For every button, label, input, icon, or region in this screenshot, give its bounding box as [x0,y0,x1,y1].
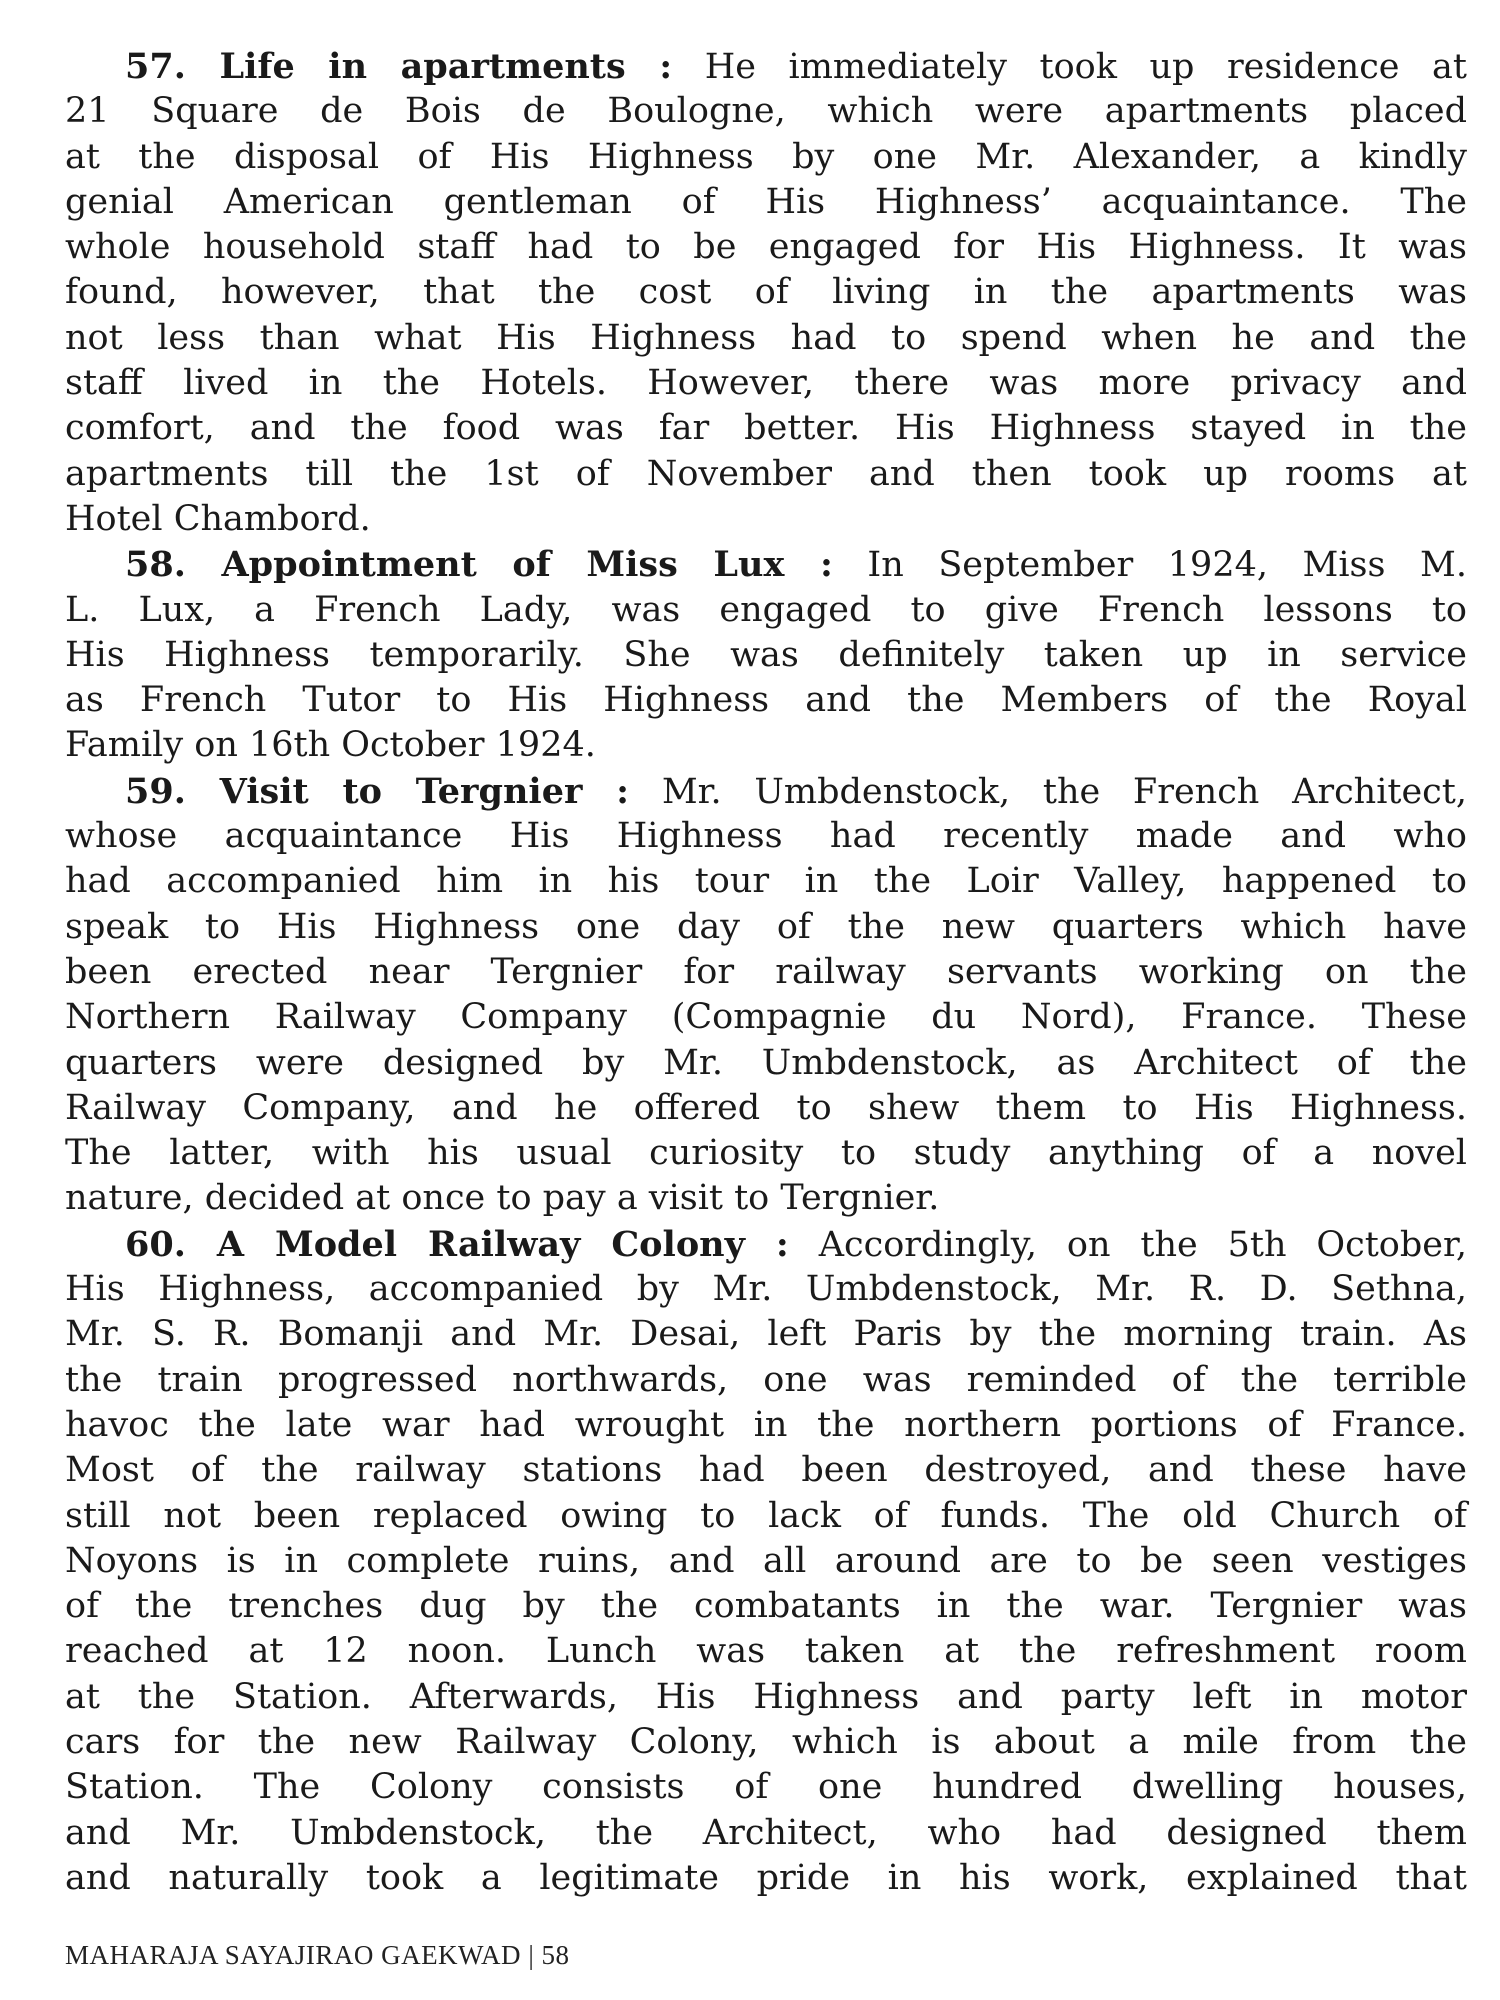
text-line [65,678,1467,723]
text-line [65,723,1467,768]
text-line [65,995,1467,1040]
text-line [65,406,1467,451]
paragraph-first-line [65,769,1467,814]
text-line [65,1856,1467,1901]
text-line [65,497,1467,542]
text-line [65,1811,1467,1856]
line-text: at the disposal of His Highness by one Mr. Alexander, a kindly [65,136,1467,177]
text-line [65,1765,1467,1810]
text-line [65,1675,1467,1720]
paragraph-first-line [65,542,1467,587]
text-line [65,316,1467,361]
paragraph-57 [65,44,1467,542]
text-line [65,1312,1467,1357]
line-text: havoc the late war had wrought in the northern portions of France. [65,1404,1467,1445]
line-text: of the trenches dug by the combatants in the war. Tergnier was [65,1586,1467,1627]
text-line [65,1131,1467,1176]
line-text: His Highness temporarily. She was definitely taken up in service [65,634,1467,675]
line-text: nature, decided at once to pay a visit to Tergnier. [65,1178,940,1219]
text-line [65,1448,1467,1493]
line-text: His Highness, accompanied by Mr. Umbdenstock, Mr. R. D. Sethna, [65,1269,1467,1310]
line-text: The latter, with his usual curiosity to study anything of a novel [65,1133,1467,1174]
text-line [65,361,1467,406]
line-text: Accordingly, on the 5th October, [818,1224,1467,1265]
line-text: comfort, and the food was far better. His Highness stayed in the [65,408,1467,449]
line-text: staff lived in the Hotels. However, there was more privacy and [65,363,1467,404]
line-text: speak to His Highness one day of the new quarters which have [65,906,1467,947]
line-text: 21 Square de Bois de Boulogne, which were apartments placed [65,91,1467,132]
paragraph-first-line [65,44,1467,89]
line-text: at the Station. Afterwards, His Highness and party left in motor [65,1676,1467,1717]
page-footer [65,1940,569,1971]
line-text: found, however, that the cost of living in the apartments was [65,272,1467,313]
line-text: whose acquaintance His Highness had recently made and who [65,816,1467,857]
text-line [65,859,1467,904]
text-line [65,633,1467,678]
line-text: had accompanied him in his tour in the Loir Valley, happened to [65,861,1467,902]
text-line [65,1041,1467,1086]
text-line [65,1267,1467,1312]
page-body [65,44,1467,1901]
line-text: reached at 12 noon. Lunch was taken at the refreshment room [65,1631,1467,1672]
text-line [65,1086,1467,1131]
text-line [65,1629,1467,1674]
line-text: whole household staff had to be engaged for His Highness. It was [65,227,1467,268]
text-line [65,814,1467,859]
line-text: Mr. S. R. Bomanji and Mr. Desai, left Paris by the morning train. As [65,1314,1467,1355]
text-line [65,1176,1467,1221]
line-text: cars for the new Railway Colony, which is about a mile from the [65,1721,1467,1762]
text-line [65,905,1467,950]
text-line [65,1494,1467,1539]
line-text: He immediately took up residence at [704,47,1467,87]
paragraph-58 [65,542,1467,768]
line-text: genial American gentleman of His Highness’ acquaintance. The [65,181,1467,222]
line-text: Noyons is in complete ruins, and all around are to be seen vestiges [65,1540,1467,1581]
line-text: Hotel Chambord. [65,498,371,539]
line-text: Family on 16th October 1924. [65,725,596,766]
text-line [65,1539,1467,1584]
section-heading: 57. Life in apartments : [125,46,673,87]
text-line [65,950,1467,995]
line-text: Station. The Colony consists of one hundred dwelling houses, [65,1767,1467,1808]
book-title: MAHARAJA SAYAJIRAO GAEKWAD [65,1940,522,1970]
line-text: quarters were designed by Mr. Umbdenstock, as Architect of the [65,1042,1467,1083]
text-line [65,1358,1467,1403]
paragraph-59 [65,769,1467,1222]
page-number: 58 [541,1940,570,1970]
text-line [65,1720,1467,1765]
line-text: Northern Railway Company (Compagnie du Nord), France. These [65,997,1467,1038]
line-text: Most of the railway stations had been destroyed, and these have [65,1450,1467,1491]
line-text: L. Lux, a French Lady, was engaged to give French lessons to [65,589,1467,630]
line-text: and Mr. Umbdenstock, the Architect, who had designed them [65,1812,1467,1853]
text-line [65,1584,1467,1629]
line-text: the train progressed northwards, one was reminded of the terrible [65,1359,1467,1400]
footer-separator: | [528,1940,535,1970]
text-line [65,180,1467,225]
section-heading: 58. Appointment of Miss Lux : [125,544,833,586]
line-text: not less than what His Highness had to spend when he and the [65,317,1467,358]
line-text: as French Tutor to His Highness and the Members of the Royal [65,680,1467,721]
line-text: Railway Company, and he offered to shew them to His Highness. [65,1087,1467,1128]
text-line [65,588,1467,633]
text-line [65,225,1467,270]
line-text: been erected near Tergnier for railway servants working on the [65,951,1467,992]
line-text: Mr. Umbdenstock, the French Architect, [661,771,1467,812]
text-line [65,270,1467,315]
paragraph-60 [65,1222,1467,1901]
text-line [65,135,1467,180]
section-heading: 59. Visit to Tergnier : [125,770,630,812]
text-line [65,89,1467,134]
text-line [65,452,1467,497]
line-text: still not been replaced owing to lack of funds. The old Church of [65,1495,1467,1536]
line-text: apartments till the 1st of November and then took up rooms at [65,453,1467,494]
line-text: In September 1924, Miss M. [867,545,1467,586]
section-heading: 60. A Model Railway Colony : [125,1223,789,1265]
text-line [65,1403,1467,1448]
paragraph-first-line [65,1222,1467,1267]
line-text: and naturally took a legitimate pride in his work, explained that [65,1857,1467,1898]
